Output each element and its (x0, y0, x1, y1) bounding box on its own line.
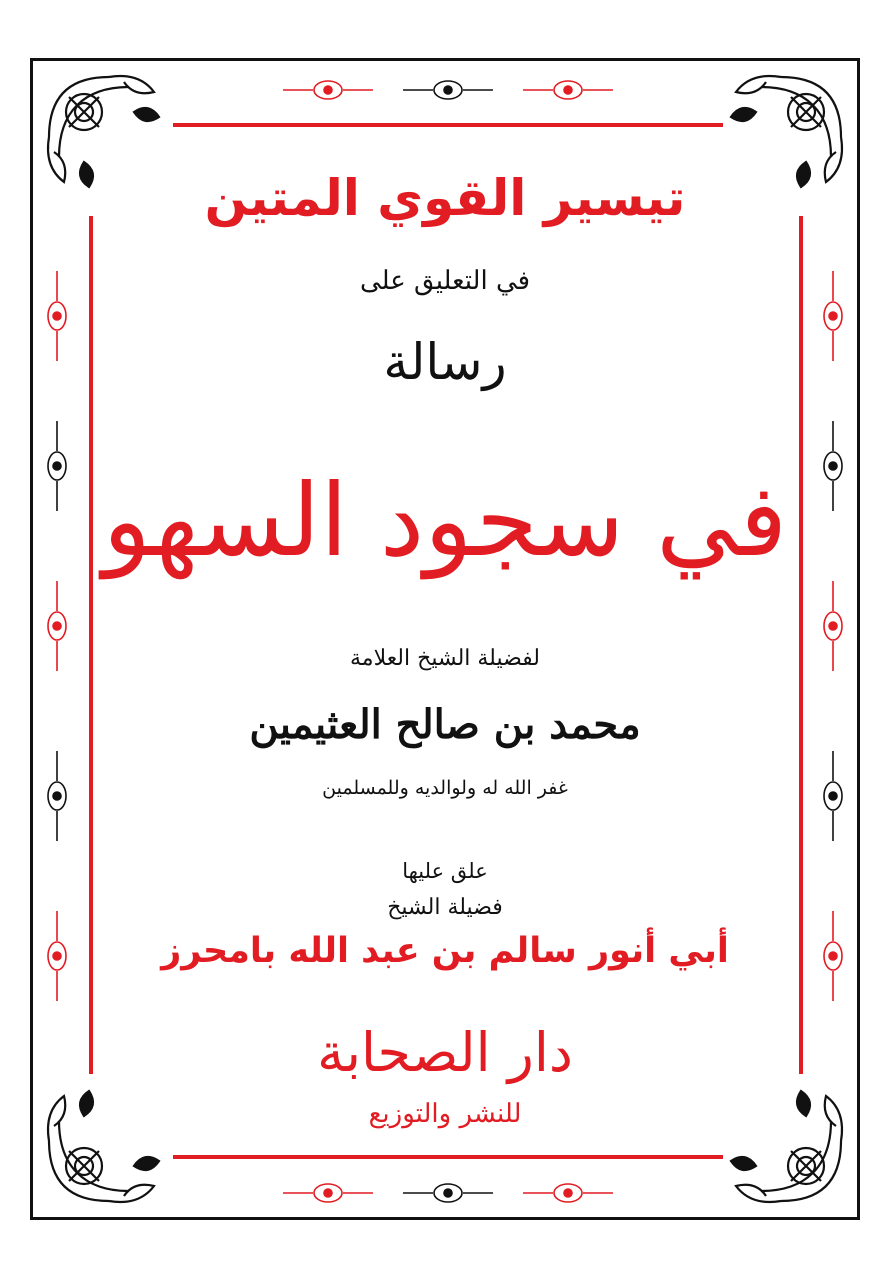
filigree-icon (523, 75, 613, 105)
bottom-red-rule (173, 1155, 723, 1159)
top-red-rule (173, 123, 723, 127)
floral-knot-icon (39, 1076, 174, 1211)
filigree-icon (283, 75, 373, 105)
filigree-icon (283, 1178, 373, 1208)
floral-knot-icon (716, 1076, 851, 1211)
author-name: محمد بن صالح العثيمين (249, 701, 641, 748)
publisher-subtitle: للنشر والتوزيع (368, 1099, 522, 1129)
commentator-prefix: فضيلة الشيخ (387, 895, 503, 920)
filigree-icon (403, 1178, 493, 1208)
publisher-name: دار الصحابة (317, 1021, 573, 1084)
book-cover (30, 58, 860, 1220)
main-title: في سجود السهو (102, 462, 788, 579)
commentator-name: أبي أنور سالم بن عبد الله بامحرز (161, 931, 729, 971)
author-prefix: لفضيلة الشيخ العلامة (349, 646, 541, 671)
commentary-by: علق عليها (402, 859, 488, 883)
connector-text: في التعليق على (359, 266, 531, 296)
treatise-word: رسالة (383, 333, 507, 391)
book-title: تيسير القوي المتين (204, 169, 686, 227)
filigree-icon (523, 1178, 613, 1208)
author-prayer: غفر الله له ولوالديه وللمسلمين (322, 777, 568, 799)
filigree-icon (403, 75, 493, 105)
